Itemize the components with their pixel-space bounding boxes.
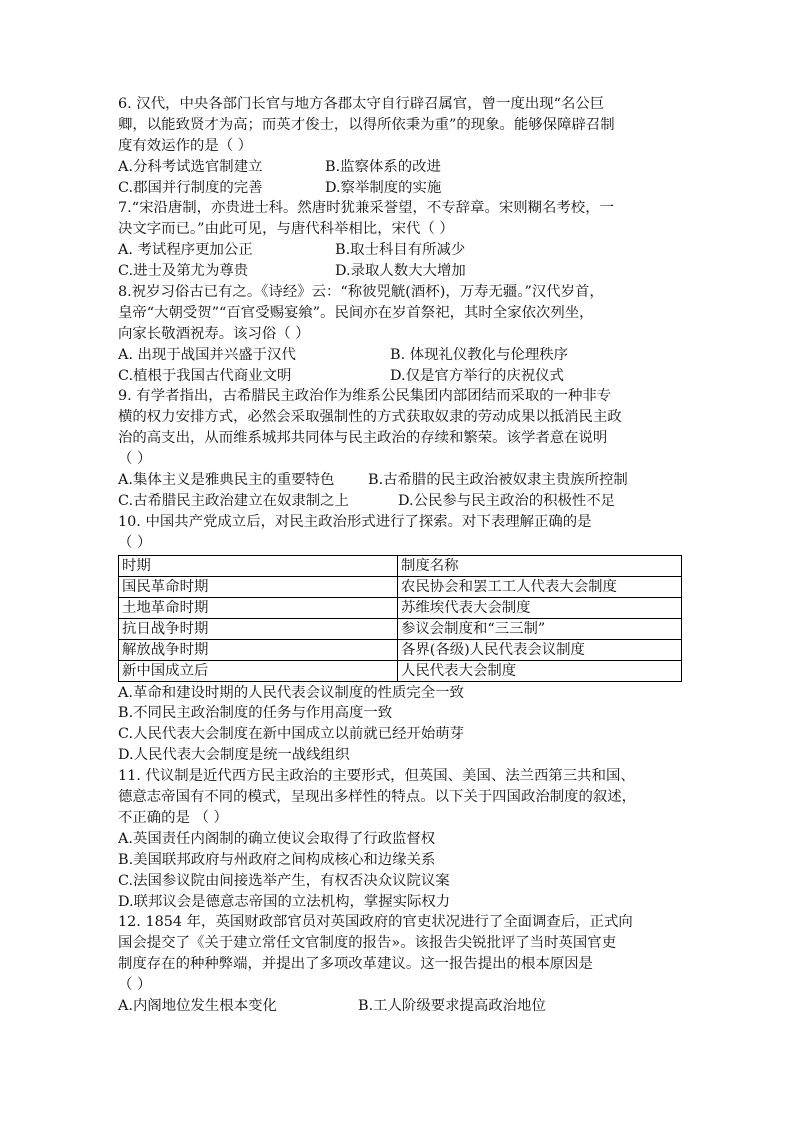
question-text-line: 横的权力安排方式，必然会采取强制性的方式获取奴隶的劳动成果以抵消民主政 xyxy=(118,409,622,426)
question-text-line: 9. 有学者指出，古希腊民主政治作为维系公民集团内部团结而采取的一种非专 xyxy=(118,388,612,405)
exam-page xyxy=(118,94,678,1017)
option-row xyxy=(118,178,678,199)
table-cell: 新中国成立后 xyxy=(119,660,398,681)
table-cell: 各界(各级)人民代表会议制度 xyxy=(398,639,682,660)
table-header-system: 制度名称 xyxy=(398,555,682,576)
option-d: D.公民参与民主政治的积极性不足 xyxy=(398,492,616,509)
table-cell: 解放战争时期 xyxy=(119,639,398,660)
option-a: A.内阁地位发生根本变化 xyxy=(118,997,277,1014)
question-9 xyxy=(118,386,678,511)
option-b: B.监察体系的改进 xyxy=(325,158,441,175)
option-row xyxy=(118,470,678,491)
option-d: D.察举制度的实施 xyxy=(325,179,442,196)
option-c: C.古希腊民主政治建立在奴隶制之上 xyxy=(118,492,349,509)
option-a: A.英国责任内阁制的确立使议会取得了行政监督权 xyxy=(118,830,436,847)
table-row xyxy=(119,660,682,681)
question-8 xyxy=(118,282,678,386)
system-table xyxy=(118,555,682,682)
table-row xyxy=(119,639,682,660)
option-c: C.郡国并行制度的完善 xyxy=(118,179,263,196)
option-row xyxy=(118,261,678,282)
question-text-line: 卿，以能致贤才为高；而英才俊士，以得所依秉为重”的现象。能够保障辟召制 xyxy=(118,116,615,133)
option-a: A. 考试程序更加公正 xyxy=(118,242,253,259)
table-cell: 抗日战争时期 xyxy=(119,618,398,639)
option-d: D.联邦议会是德意志帝国的立法机构，掌握实际权力 xyxy=(118,893,451,910)
question-text-line: 皇帝“大朝受贺”“百官受赐宴飨”。民间亦在岁首祭祀，其时全家依次列坐， xyxy=(118,304,594,321)
question-7 xyxy=(118,198,678,282)
option-a: A.革命和建设时期的人民代表会议制度的性质完全一致 xyxy=(118,684,464,701)
option-a: A. 出现于战国并兴盛于汉代 xyxy=(118,346,296,363)
question-text-line: 6. 汉代，中央各部门长官与地方各郡太守自行辟召属官，曾一度出现“名公巨 xyxy=(118,96,605,112)
question-text-line: 制度存在的种种弊端，并提出了多项改革建议。这一报告提出的根本原因是 xyxy=(118,956,593,973)
option-a: A.集体主义是雅典民主的重要特色 xyxy=(118,472,335,489)
table-header-row xyxy=(119,555,682,576)
option-row xyxy=(118,491,678,512)
table-cell: 苏维埃代表大会制度 xyxy=(398,597,682,618)
table-cell: 参议会制度和“三三制” xyxy=(398,618,682,639)
table-row xyxy=(119,576,682,597)
question-text-line: （ ） xyxy=(118,977,152,994)
table-cell: 农民协会和罢工工人代表大会制度 xyxy=(398,576,682,597)
table-cell: 人民代表大会制度 xyxy=(398,660,682,681)
table-header-period: 时期 xyxy=(119,555,398,576)
option-b: B.不同民主政治制度的任务与作用高度一致 xyxy=(118,705,393,722)
option-c: C.人民代表大会制度在新中国成立以前就已经开始萌芽 xyxy=(118,726,465,743)
option-b: B.美国联邦政府与州政府之间构成核心和边缘关系 xyxy=(118,851,436,868)
question-text-line: （ ） xyxy=(118,534,152,551)
option-c: C.植根于我国古代商业文明 xyxy=(118,367,292,384)
question-text-line: 决文字而已。”由此可见，与唐代科举相比，宋代（ ） xyxy=(118,221,454,238)
question-text-line: 度有效运作的是（ ） xyxy=(118,137,253,154)
question-6 xyxy=(118,94,678,198)
table-row xyxy=(119,597,682,618)
question-11 xyxy=(118,766,678,912)
option-b: B.工人阶级要求提高政治地位 xyxy=(358,997,546,1014)
table-row xyxy=(119,618,682,639)
option-row xyxy=(118,996,678,1017)
option-d: D.人民代表大会制度是统一战线组织 xyxy=(118,747,350,764)
question-text-line: 德意志帝国有不同的模式，呈现出多样性的特点。以下关于四国政治制度的叙述， xyxy=(118,789,637,806)
table-cell: 国民革命时期 xyxy=(119,576,398,597)
question-12 xyxy=(118,912,678,1016)
question-text-line: 10. 中国共产党成立后，对民主政治形式进行了探索。对下表理解正确的是 xyxy=(118,513,592,530)
question-text-line: 11. 代议制是近代西方民主政治的主要形式，但英国、美国、法兰西第三共和国、 xyxy=(118,768,635,785)
option-row xyxy=(118,157,678,178)
question-text-line: 不正确的是 （ ） xyxy=(118,809,228,826)
question-text-line: 8.祝岁习俗古已有之。《诗经》云：“称彼兕觥(酒杯)，万寿无疆。”汉代岁首， xyxy=(118,284,604,301)
question-text-line: （ ） xyxy=(118,451,152,468)
question-10 xyxy=(118,512,678,766)
question-text-line: 向家长敬酒祝寿。该习俗（ ） xyxy=(118,325,310,342)
option-b: B.取士科目有所减少 xyxy=(335,242,466,259)
option-c: C.进士及第尤为尊贵 xyxy=(118,263,249,280)
option-a: A.分科考试选官制建立 xyxy=(118,158,263,175)
option-row xyxy=(118,345,678,366)
question-text-line: 7.“宋沿唐制，亦贵进士科。然唐时犹兼采誉望，不专辞章。宋则糊名考校，一 xyxy=(118,200,614,217)
table-cell: 土地革命时期 xyxy=(119,597,398,618)
option-d: D.录取人数大大增加 xyxy=(335,263,466,280)
option-row xyxy=(118,366,678,387)
option-d: D.仅是官方举行的庆祝仪式 xyxy=(390,367,564,384)
option-row xyxy=(118,240,678,261)
question-text-line: 国会提交了《关于建立常任文官制度的报告»。该报告尖锐批评了当时英国官吏 xyxy=(118,935,617,952)
question-text-line: 治的高支出，从而维系城邦共同体与民主政治的存续和繁荣。该学者意在说明 xyxy=(118,430,608,447)
question-text-line: 12. 1854 年，英国财政部官员对英国政府的官吏状况进行了全面调查后，正式向 xyxy=(118,914,633,931)
option-c: C.法国参议院由间接选举产生，有权否决众议院议案 xyxy=(118,872,450,889)
option-b: B.古希腊的民主政治被奴隶主贵族所控制 xyxy=(368,472,628,489)
option-b: B. 体现礼仪教化与伦理秩序 xyxy=(390,346,569,363)
